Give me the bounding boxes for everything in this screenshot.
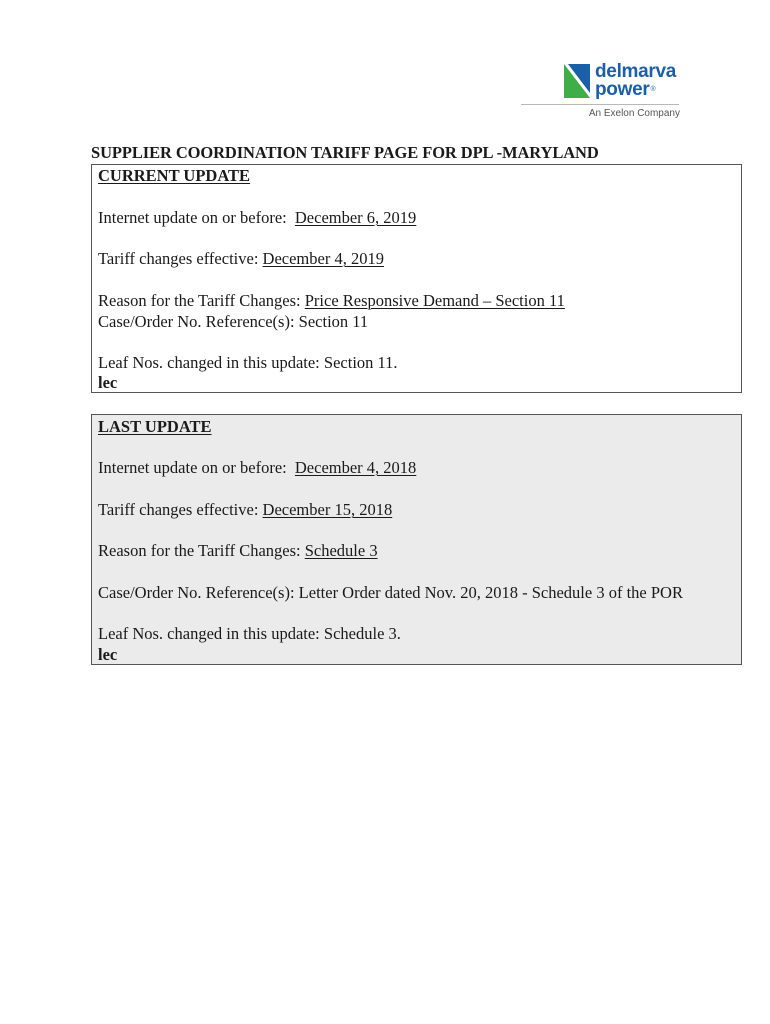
current-effective-value: December 4, 2019 [262, 249, 384, 268]
current-case-row [98, 312, 368, 332]
current-effective-label: Tariff changes effective: [98, 249, 259, 268]
current-effective-row [98, 249, 384, 269]
last-update-box [91, 414, 742, 665]
last-effective-label: Tariff changes effective: [98, 500, 259, 519]
last-effective-row [98, 500, 392, 520]
last-leaf-row [98, 624, 401, 644]
last-reason-value: Schedule 3 [304, 541, 378, 560]
logo-brand-line2-text: power [595, 79, 650, 100]
last-internet-update-row [98, 458, 416, 478]
delmarva-power-logo [520, 62, 680, 124]
current-leaf-label: Leaf Nos. changed in this update: [98, 353, 320, 372]
current-leaf-value: Section 11. [323, 353, 398, 372]
logo-brand-line2 [595, 80, 655, 99]
last-leaf-value: Schedule 3. [323, 624, 401, 643]
current-reason-value: Price Responsive Demand – Section 11 [304, 291, 565, 310]
last-effective-value: December 15, 2018 [262, 500, 393, 519]
current-internet-update-label: Internet update on or before: [98, 208, 287, 227]
current-leaf-row [98, 353, 398, 373]
current-initials: lec [98, 373, 118, 392]
last-internet-update-value: December 4, 2018 [294, 458, 417, 477]
last-case-row [98, 583, 683, 603]
last-case-label: Case/Order No. Reference(s): [98, 583, 295, 602]
last-reason-label: Reason for the Tariff Changes: [98, 541, 301, 560]
current-internet-update-row [98, 208, 416, 228]
last-case-value: Letter Order dated Nov. 20, 2018 - Schedule 3 of the POR [298, 583, 683, 602]
current-case-value: Section 11 [298, 312, 369, 331]
current-case-label: Case/Order No. Reference(s): [98, 312, 295, 331]
current-update-box [91, 164, 742, 393]
last-internet-update-label: Internet update on or before: [98, 458, 287, 477]
page-title: SUPPLIER COORDINATION TARIFF PAGE FOR DPL -MARYLAND [91, 143, 599, 162]
registered-mark: ® [650, 86, 656, 93]
last-initials: lec [98, 645, 118, 664]
logo-brand-line1: delmarva [595, 61, 677, 82]
logo-divider [521, 104, 679, 105]
last-reason-row [98, 541, 378, 561]
delmarva-logo-mark-icon [564, 64, 590, 98]
current-reason-label: Reason for the Tariff Changes: [98, 291, 301, 310]
current-update-heading: CURRENT UPDATE [98, 166, 251, 185]
current-reason-row [98, 291, 565, 311]
last-update-heading: LAST UPDATE [98, 417, 212, 436]
logo-tagline: An Exelon Company [588, 108, 680, 119]
last-leaf-label: Leaf Nos. changed in this update: [98, 624, 320, 643]
current-internet-update-value: December 6, 2019 [294, 208, 417, 227]
